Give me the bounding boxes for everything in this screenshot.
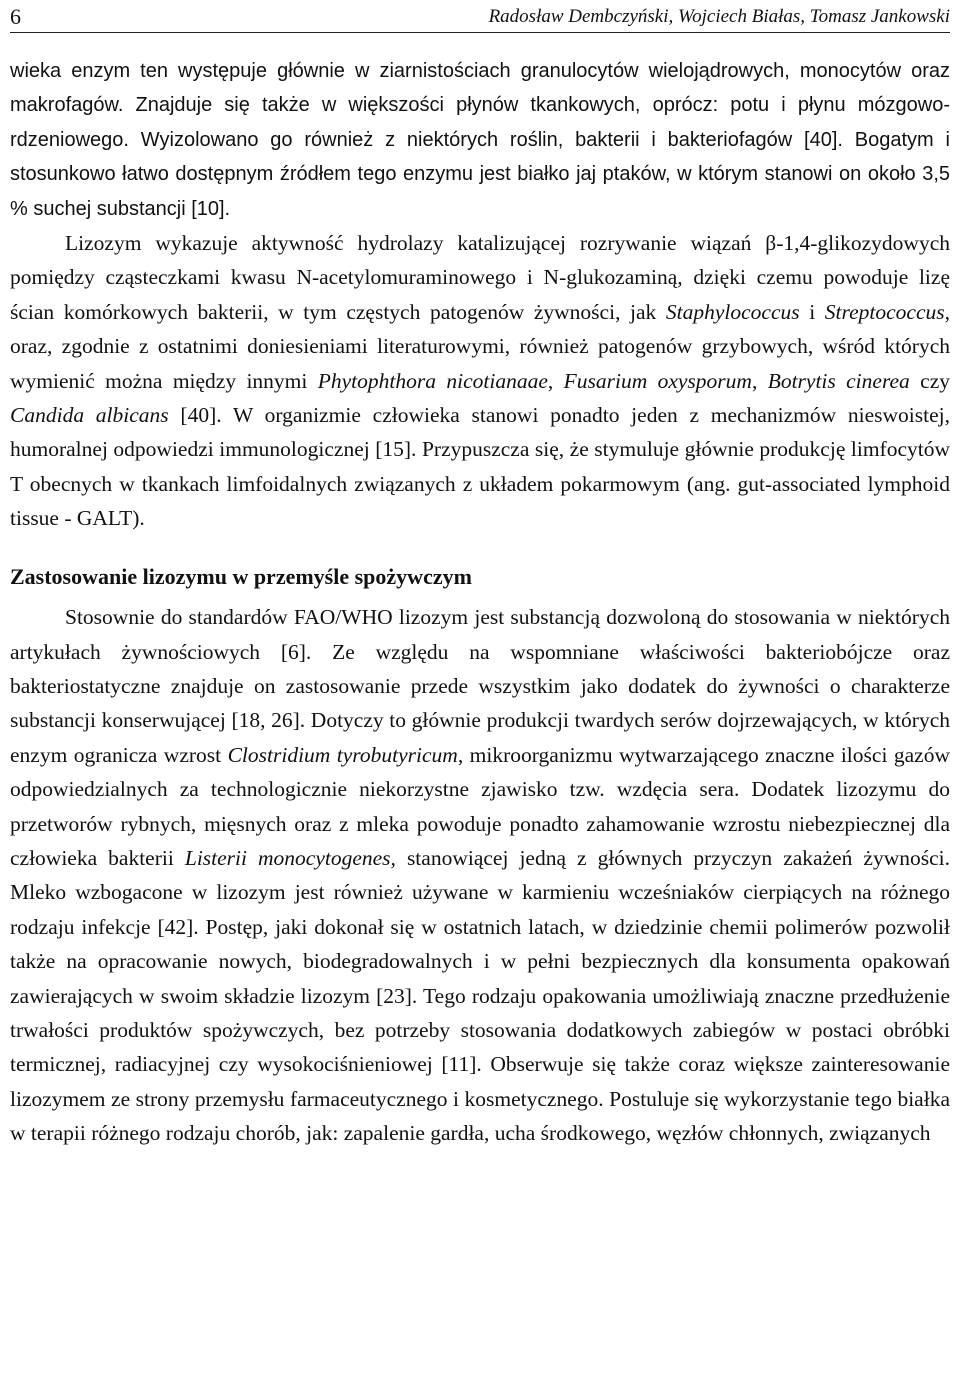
italic-term: Botrytis cinerea	[767, 368, 910, 393]
paragraph-lysozyme-activity	[10, 226, 950, 536]
running-header	[10, 4, 950, 33]
italic-term: Fusarium oxysporum	[563, 368, 752, 393]
text-run: wieka enzym ten występuje głównie w ziarnistościach granulocytów wielojądrowych, monocytów oraz makrofagów. Znajduje się także w większości płynów tkankowych, oprócz: potu i płynu mózgowo-rdzeniowego. Wyizolowano go również z niektórych roślin, bakterii i bakteriofagów [40]. Bogatym i stosunkowo łatwo dostępnym źródłem tego enzymu jest białko jaj ptaków, w którym stanowi on około 3,5 % suchej substancji [10].	[10, 60, 950, 220]
text-run: ,	[547, 368, 564, 393]
text-run: ,	[751, 368, 768, 393]
text-run: Lizozym wykazuje aktywność hydrolazy katalizującej rozrywanie wiązań β-1,4-glikozydowych pomiędzy cząsteczkami kwasu N-acetylomuraminowego i N-glukozaminą, dzięki czemu powoduje lizę ścian komórkowych bakterii, w tym częstych patogenów żywności, jak	[10, 231, 950, 324]
text-run: i	[799, 299, 825, 324]
text-run: Stosownie do standardów FAO/WHO lizozym jest substancją dozwoloną do stosowania w niektórych artykułach żywnościowych [6]. Ze względu na wspomniane właściwości bakteriobójcze oraz bakteriostatyczne znajduje on zastosowanie przede wszystkim jako dodatek do żywności o charakterze substancji konserwującej [18, 26]. Dotyczy to głównie produkcji twardych serów dojrzewających, w których enzym ogranicza wzrost	[10, 605, 950, 767]
italic-term: Listerii monocytogenes,	[184, 845, 396, 870]
text-run: stanowiącej jedną z głównych przyczyn zakażeń żywności. Mleko wzbogacone w lizozym jest również używane w karmieniu wcześniaków cierpiących na różnego rodzaju infekcje [42]. Postęp, jaki dokonał się w ostatnich latach, w dziedzinie chemii polimerów pozwolił także na opracowanie nowych, biodegradowalnych i w pełni bezpiecznych dla konsumenta opakowań zawierających w swoim składzie lizozym [23]. Tego rodzaju opakowania umożliwiają znaczne przedłużenie trwałości produktów spożywczych, bez potrzeby stosowania dodatkowych zabiegów w postaci obróbki termicznej, radiacyjnej czy wysokociśnieniowej [11]. Obserwuje się także coraz większe zainteresowanie lizozymem ze strony przemysłu farmaceutycznego i kosmetycznego. Postuluje się wykorzystanie tego białka w terapii różnego rodzaju chorób, jak: zapalenie gardła, ucha środkowego, węzłów chłonnych, związanych	[10, 845, 950, 1146]
running-header-authors: Radosław Dembczyński, Wojciech Białas, Tomasz Jankowski	[488, 6, 950, 27]
italic-term: Candida albicans	[10, 403, 169, 428]
italic-term: Phytophthora nicotianaae	[317, 368, 548, 393]
body-text	[10, 54, 950, 1151]
italic-term: Clostridium tyrobutyricum	[227, 742, 458, 767]
page-number: 6	[10, 4, 21, 29]
section-heading: Zastosowanie lizozymu w przemyśle spożywczym	[10, 563, 472, 589]
text-run: czy	[909, 368, 951, 393]
text-run: , oraz, zgodnie z ostatnimi doniesieniami literaturowymi, również patogenów grzybowych, wśród których wymienić można między innymi	[10, 299, 950, 393]
text-run: , mikroorganizmu wytwarzającego znaczne ilości gazów odpowiedzialnych za technologicznie niekorzystne zjawisko tzw. wzdęcia sera. Dodatek lizozymu do przetworów rybnych, mięsnych oraz z mleka powoduje ponadto zahamowanie wzrostu niebezpiecznej dla człowieka bakterii	[10, 742, 950, 870]
paragraph-continued	[10, 54, 950, 226]
text-run: [40]. W organizmie człowieka stanowi ponadto jeden z mechanizmów nieswoistej, humoralnej odpowiedzi immunologicznej [15]. Przypuszcza się, że stymuluje głównie produkcję limfocytów T obecnych w tkankach limfoidalnych związanych z układem pokarmowym (ang. gut-associated lymphoid tissue - GALT).	[10, 403, 950, 531]
italic-term: Staphylococcus	[665, 299, 800, 324]
paragraph-food-industry	[10, 600, 950, 1151]
italic-term: Streptococcus	[824, 299, 945, 324]
